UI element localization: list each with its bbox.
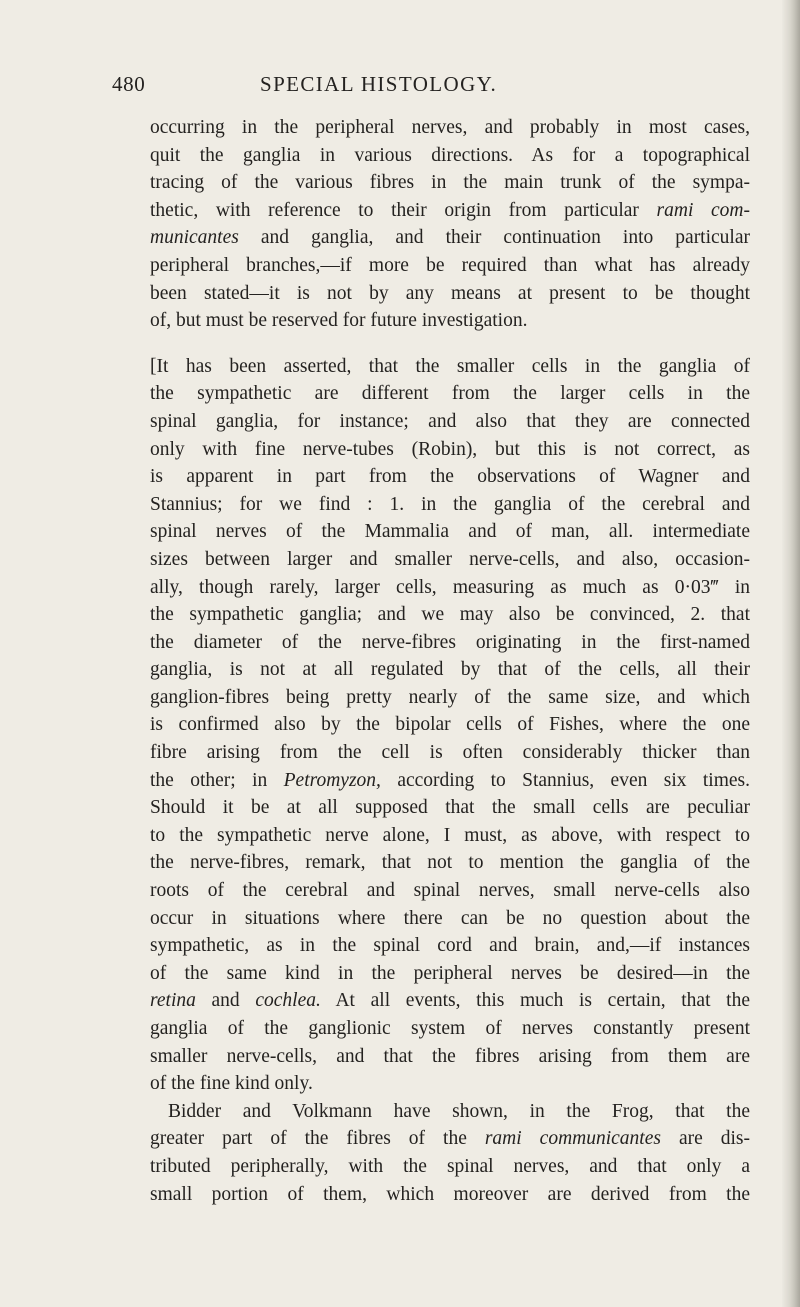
text-line: ganglion-fibres being pretty nearly of the same size, and which: [150, 686, 750, 708]
text-line: of, but must be reserved for future investigation.: [150, 310, 528, 332]
text-line: occur in situations where there can be no question about the: [150, 907, 750, 929]
text-line: the sympathetic ganglia; and we may also be convinced, 2. that: [150, 604, 750, 626]
text-line: only with fine nerve-tubes (Robin), but this is not correct, as: [150, 438, 750, 460]
text-line: [150, 987, 750, 1015]
text-line: ganglia of the ganglionic system of nerves constantly present: [150, 1018, 750, 1039]
text-run: according to Stannius, even six times.: [397, 769, 751, 791]
text-run: and ganglia, and their continuation into particular: [260, 227, 750, 249]
text-line: spinal nerves of the Mammalia and of man, all. intermediate: [150, 521, 750, 543]
italic-term: Petromyzon,: [283, 769, 381, 791]
text-run: the other; in: [150, 769, 268, 791]
text-line: of the fine kind only.: [150, 1073, 313, 1095]
text-line: [150, 1125, 750, 1153]
text-line: of the same kind in the peripheral nerves be desired—in the: [150, 962, 750, 984]
italic-term: cochlea.: [255, 990, 321, 1012]
text-line: fibre arising from the cell is often considerably thicker than: [150, 742, 750, 764]
text-line: Should it be at all supposed that the small cells are peculiar: [150, 797, 750, 819]
page-number: 480: [112, 72, 146, 96]
running-title: SPECIAL HISTOLOGY.: [260, 72, 498, 96]
text-line: ganglia, is not at all regulated by that of the cells, all their: [150, 659, 750, 681]
text-line: spinal ganglia, for instance; and also that they are connected: [150, 410, 750, 432]
text-line: is apparent in part from the observations of Wagner and: [150, 466, 750, 488]
running-head: [112, 72, 708, 102]
text-run: are dis-: [678, 1128, 750, 1150]
italic-term: municantes: [150, 227, 239, 249]
text-line: sizes between larger and smaller nerve-cells, and also, occasion-: [150, 548, 750, 570]
italic-term: rami com-: [656, 199, 750, 221]
page-edge-shadow: [782, 0, 800, 1307]
italic-term: retina: [150, 990, 196, 1012]
text-line: the diameter of the nerve-fibres originating in the first-named: [150, 631, 750, 653]
text-run: thetic, with reference to their origin from particular: [150, 199, 639, 221]
text-line: occurring in the peripheral nerves, and probably in most cases,: [150, 117, 750, 138]
text-line: Bidder and Volkmann have shown, in the Frog, that the: [168, 1100, 750, 1122]
text-line: [150, 197, 750, 225]
text-run: greater part of the fibres of the: [150, 1128, 467, 1150]
text-line: [150, 224, 750, 252]
text-line: the nerve-fibres, remark, that not to mention the ganglia of the: [150, 852, 750, 874]
text-line: roots of the cerebral and spinal nerves, small nerve-cells also: [150, 880, 750, 902]
text-line: been stated—it is not by any means at present to be thought: [150, 282, 750, 304]
text-line: tributed peripherally, with the spinal nerves, and that only a: [150, 1155, 750, 1177]
paragraph-2: [150, 353, 750, 1098]
text-line: is confirmed also by the bipolar cells of Fishes, where the one: [150, 714, 750, 736]
text-line: to the sympathetic nerve alone, I must, as above, with respect to: [150, 824, 750, 846]
text-line: smaller nerve-cells, and that the fibres arising from them are: [150, 1045, 750, 1067]
paragraph-1: [150, 114, 750, 335]
text-line: the sympathetic are different from the larger cells in the: [150, 383, 750, 405]
text-line: tracing of the various fibres in the main trunk of the sympa-: [150, 172, 750, 194]
text-line: ally, though rarely, larger cells, measuring as much as 0·03‴ in: [150, 576, 750, 598]
italic-term: rami communicantes: [484, 1128, 661, 1150]
text-line: peripheral branches,—if more be required than what has already: [150, 254, 750, 276]
text-line: quit the ganglia in various directions. As for a topographical: [150, 144, 750, 166]
text-line: sympathetic, as in the spinal cord and brain, and,—if instances: [150, 935, 750, 957]
text-line: Stannius; for we find : 1. in the ganglia of the cerebral and: [150, 493, 750, 515]
body-text: [150, 114, 750, 1208]
text-run: At all events, this much is certain, that the: [335, 990, 750, 1012]
paragraph-gap: [150, 335, 750, 353]
text-run: and: [211, 990, 240, 1012]
paragraph-3: [150, 1098, 750, 1208]
text-line: [150, 767, 750, 795]
text-line: small portion of them, which moreover are derived from the: [150, 1183, 750, 1205]
text-line: [It has been asserted, that the smaller cells in the ganglia of: [150, 355, 750, 377]
